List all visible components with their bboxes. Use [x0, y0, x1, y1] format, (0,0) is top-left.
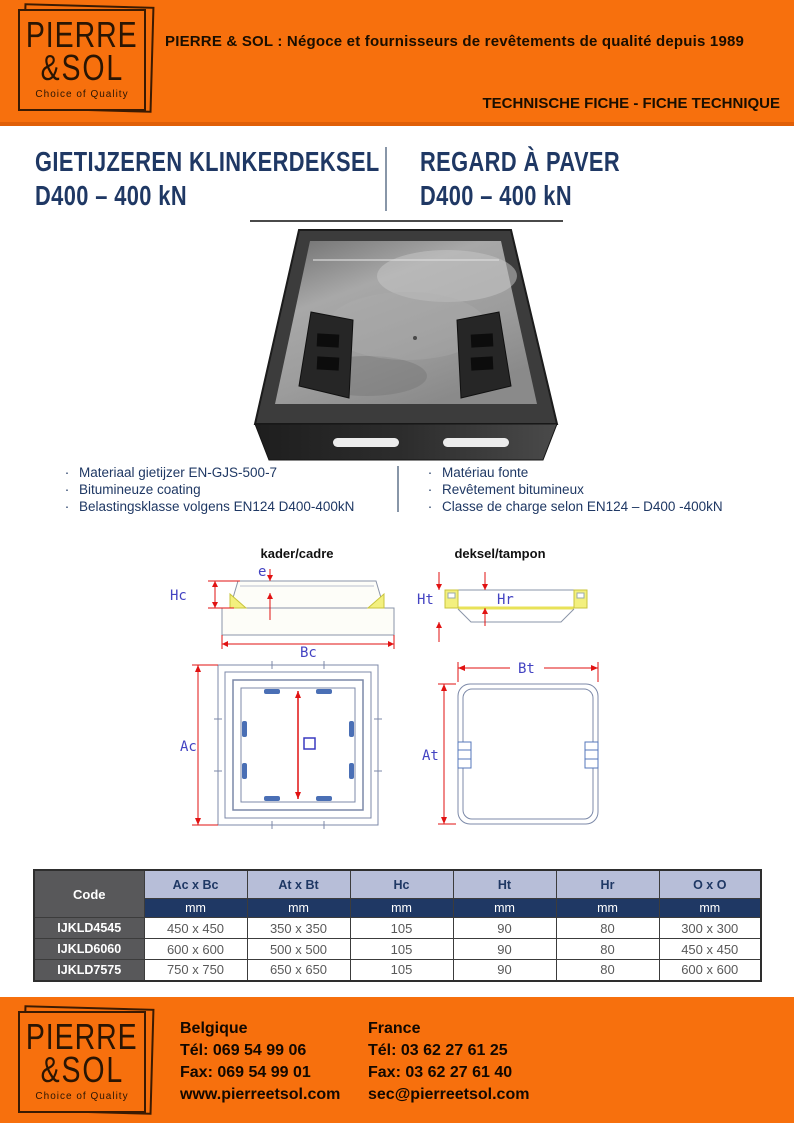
unit-cell: mm — [659, 899, 761, 918]
spec-nl-item — [55, 464, 385, 481]
spec-nl-item — [55, 481, 385, 498]
cell: 600 x 600 — [144, 939, 247, 960]
logo-tagline: Choice of Quality — [35, 1091, 129, 1102]
cell: 300 x 300 — [659, 918, 761, 939]
table-header-row — [34, 870, 761, 899]
spec-text: Revêtement bitumineux — [442, 482, 584, 497]
cell: 90 — [453, 918, 556, 939]
dimensions-table — [33, 869, 762, 982]
phone-number: Tél: 03 62 27 61 25 — [368, 1042, 508, 1059]
table-unit-row — [34, 899, 761, 918]
frame-plan-drawing — [180, 655, 390, 845]
spec-text: Belastingsklasse volgens EN124 D400-400kN — [79, 499, 355, 514]
dim-bc-label: Bc — [300, 645, 317, 660]
cell: 80 — [556, 939, 659, 960]
product-title-french — [420, 145, 760, 213]
col-header-atbt: At x Bt — [247, 870, 350, 899]
pierre-sol-logo-footer — [18, 1011, 146, 1113]
cell: 90 — [453, 939, 556, 960]
title-nl-line2: D400 – 400 kN — [35, 180, 187, 211]
cell: 350 x 350 — [247, 918, 350, 939]
dim-e-label: e — [258, 564, 267, 580]
footer-france-contact — [368, 1018, 529, 1106]
dim-ac-label: Ac — [180, 739, 197, 755]
bullet-dot: · — [64, 465, 70, 480]
photo-top-rule — [250, 220, 563, 222]
table-row — [34, 960, 761, 981]
cell: 600 x 600 — [659, 960, 761, 981]
cell: 105 — [350, 918, 453, 939]
spec-text: Bitumineuze coating — [79, 482, 201, 497]
logo-tagline: Choice of Quality — [35, 89, 129, 100]
row-code: IJKLD7575 — [34, 960, 144, 981]
company-tagline: PIERRE & SOL : Négoce et fournisseurs de revêtements de qualité depuis 1989 — [165, 33, 745, 50]
spec-list-french — [418, 464, 758, 515]
cell: 80 — [556, 960, 659, 981]
cell: 450 x 450 — [659, 939, 761, 960]
spec-fr-item — [418, 498, 758, 515]
logo-word-sol: &SOL — [40, 46, 124, 89]
bullet-dot: · — [64, 482, 70, 497]
dim-ht-label: Ht — [417, 592, 434, 608]
logo-box — [18, 1011, 146, 1113]
bullet-dot: · — [64, 499, 70, 514]
spec-lists-divider — [397, 466, 399, 512]
header-band — [0, 0, 794, 126]
cell: 90 — [453, 960, 556, 981]
footer-belgium-contact — [180, 1018, 340, 1106]
logo-word-pierre: PIERRE — [26, 1015, 138, 1058]
title-divider — [385, 147, 387, 211]
cover-plan-drawing — [420, 650, 610, 845]
spec-text: Materiaal gietijzer EN-GJS-500-7 — [79, 465, 278, 480]
dim-bt-label: Bt — [518, 661, 535, 677]
country-label: France — [368, 1020, 421, 1037]
col-header-acbc: Ac x Bc — [144, 870, 247, 899]
spec-fr-item — [418, 464, 758, 481]
phone-number: Tél: 069 54 99 06 — [180, 1042, 307, 1059]
cell: 80 — [556, 918, 659, 939]
cell: 750 x 750 — [144, 960, 247, 981]
bullet-dot: · — [427, 482, 433, 497]
bullet-dot: · — [427, 465, 433, 480]
spec-text: Matériau fonte — [442, 465, 529, 480]
title-fr-line1: REGARD À PAVER — [420, 146, 621, 177]
logo-word-sol: &SOL — [40, 1048, 124, 1091]
dim-hr-label: Hr — [497, 592, 514, 608]
dim-at-label: At — [422, 748, 439, 764]
fax-number: Fax: 03 62 27 61 40 — [368, 1064, 513, 1081]
product-title-dutch — [35, 145, 395, 213]
cover-drawing-label: deksel/tampon — [454, 546, 546, 561]
logo-word-pierre: PIERRE — [26, 13, 138, 56]
email-link[interactable]: sec@pierreetsol.com — [368, 1086, 530, 1103]
table-row — [34, 939, 761, 960]
col-header-oxo: O x O — [659, 870, 761, 899]
cell: 450 x 450 — [144, 918, 247, 939]
country-label: Belgique — [180, 1020, 248, 1037]
cell: 650 x 650 — [247, 960, 350, 981]
bullet-dot: · — [427, 499, 433, 514]
logo-box — [18, 9, 146, 111]
frame-drawing-label: kader/cadre — [260, 546, 334, 561]
cell: 500 x 500 — [247, 939, 350, 960]
website-link[interactable]: www.pierreetsol.com — [180, 1086, 341, 1103]
unit-cell: mm — [247, 899, 350, 918]
cell: 105 — [350, 960, 453, 981]
col-header-hc: Hc — [350, 870, 453, 899]
col-header-hr: Hr — [556, 870, 659, 899]
product-photo — [247, 226, 563, 462]
spec-text: Classe de charge selon EN124 – D400 -400kN — [442, 499, 723, 514]
spec-nl-item — [55, 498, 385, 515]
row-code: IJKLD4545 — [34, 918, 144, 939]
row-code: IJKLD6060 — [34, 939, 144, 960]
spec-list-dutch — [55, 464, 385, 515]
unit-cell: mm — [556, 899, 659, 918]
frame-cross-section-drawing — [152, 564, 402, 660]
col-header-ht: Ht — [453, 870, 556, 899]
unit-cell: mm — [350, 899, 453, 918]
spec-fr-item — [418, 481, 758, 498]
document-type-title: TECHNISCHE FICHE - FICHE TECHNIQUE — [482, 95, 780, 112]
table-row — [34, 918, 761, 939]
title-fr-line2: D400 – 400 kN — [420, 180, 572, 211]
cell: 105 — [350, 939, 453, 960]
title-nl-line1: GIETIJZEREN KLINKERDEKSEL — [35, 146, 380, 177]
dim-hc-label: Hc — [170, 588, 187, 604]
fax-number: Fax: 069 54 99 01 — [180, 1064, 311, 1081]
unit-cell: mm — [144, 899, 247, 918]
unit-cell: mm — [453, 899, 556, 918]
col-header-code: Code — [34, 870, 144, 918]
cover-cross-section-drawing — [415, 564, 615, 660]
pierre-sol-logo — [18, 9, 146, 111]
